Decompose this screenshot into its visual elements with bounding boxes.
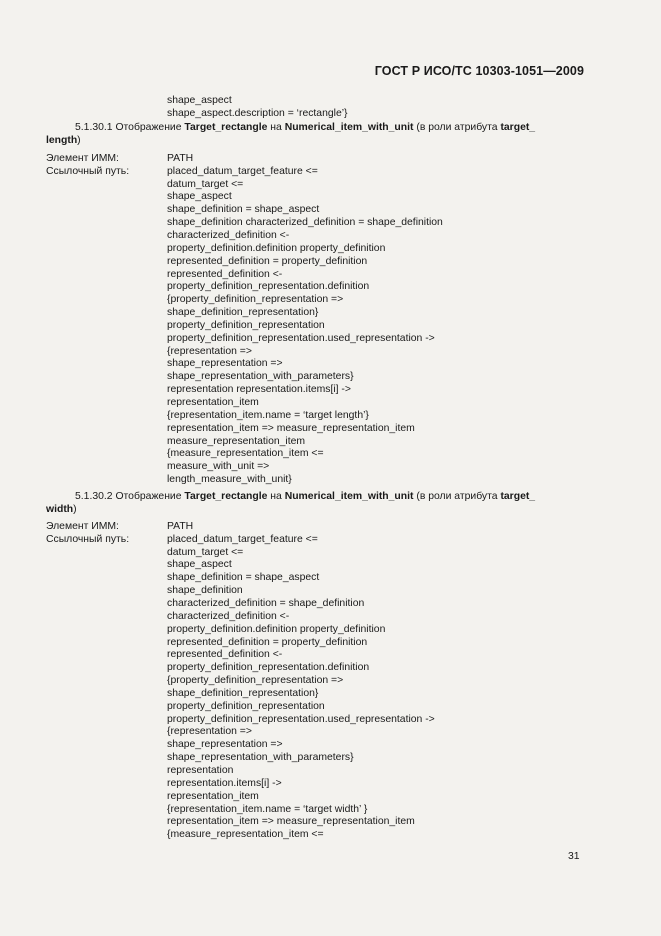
- target-entity-name: Numerical_item_with_unit: [284, 491, 414, 502]
- path-line: representation.items[i] ->: [167, 777, 282, 789]
- path-line: placed_datum_target_feature <=: [167, 165, 318, 177]
- path-line: characterized_definition <-: [167, 610, 290, 622]
- path-line: property_definition_representation.used_representation ->: [167, 713, 435, 725]
- heading-post-text: (в роли атрибута: [416, 122, 498, 133]
- section-number: 5.1.30.1: [75, 122, 113, 133]
- path-line: property_definition_representation.definition: [167, 662, 370, 674]
- attribute-name-part1: target_: [500, 491, 536, 502]
- reference-path-label: Ссылочный путь:: [46, 533, 130, 545]
- reference-path-label: Ссылочный путь:: [46, 165, 130, 177]
- aim-element-value: PATH: [167, 153, 194, 164]
- page-number: 31: [568, 851, 580, 862]
- path-line: {property_definition_representation =>: [167, 675, 344, 687]
- path-line: {representation =>: [167, 345, 252, 357]
- path-line: representation_item: [167, 790, 259, 802]
- path-line: {measure_representation_item <=: [167, 448, 324, 460]
- section-heading-2: [46, 490, 586, 516]
- path-line: representation_item: [167, 396, 259, 408]
- path-line: characterized_definition <-: [167, 230, 290, 242]
- path-line: shape_definition_representation}: [167, 687, 319, 699]
- heading-tail: ): [77, 135, 81, 146]
- path-line: shape_representation_with_parameters}: [167, 752, 354, 764]
- heading-mid-text: на: [270, 491, 282, 502]
- heading-pre-text: Отображение: [115, 122, 182, 133]
- aim-element-label: Элемент ИММ:: [46, 521, 119, 532]
- path-line: length_measure_with_unit}: [167, 474, 292, 486]
- path-line: shape_representation_with_parameters}: [167, 371, 354, 383]
- entity-name: Target_rectangle: [184, 122, 268, 133]
- document-header: ГОСТ Р ИСО/ТС 10303-1051—2009: [374, 64, 584, 78]
- path-line: {measure_representation_item <=: [167, 829, 324, 841]
- heading-mid-text: на: [270, 122, 282, 133]
- path-line: shape_aspect: [167, 95, 232, 106]
- attribute-name-part1: target_: [500, 122, 536, 133]
- path-line: datum_target <=: [167, 546, 244, 558]
- aim-element-value: PATH: [167, 521, 194, 532]
- path-line: property_definition.definition property_definition: [167, 242, 386, 254]
- section-number: 5.1.30.2: [75, 491, 113, 502]
- heading-post-text: (в роли атрибута: [416, 491, 498, 502]
- continued-path-lines: [167, 95, 348, 121]
- path-line: {representation_item.name = ‘target width’ }: [167, 803, 368, 815]
- path-line: represented_definition <-: [167, 649, 283, 661]
- path-line: representation_item => measure_representation_item: [167, 816, 415, 828]
- path-line: shape_aspect.description = ‘rectangle’}: [167, 107, 348, 119]
- path-line: property_definition.definition property_definition: [167, 623, 386, 635]
- path-line: property_definition_representation.used_representation ->: [167, 332, 435, 344]
- path-line: placed_datum_target_feature <=: [167, 533, 318, 545]
- section-heading-1: [46, 121, 586, 147]
- path-line: property_definition_representation: [167, 319, 325, 331]
- path-line: shape_definition_representation}: [167, 307, 319, 319]
- path-line: representation: [167, 764, 234, 776]
- path-line: property_definition_representation: [167, 700, 325, 712]
- attribute-name-part2: length: [46, 135, 78, 146]
- path-line: represented_definition = property_definition: [167, 255, 368, 267]
- path-line: shape_representation =>: [167, 739, 283, 751]
- path-line: representation representation.items[i] ->: [167, 384, 351, 396]
- reference-path-lines: [167, 166, 443, 487]
- path-line: shape_aspect: [167, 191, 232, 203]
- path-line: represented_definition <-: [167, 268, 283, 280]
- path-line: shape_definition = shape_aspect: [167, 204, 320, 216]
- path-line: measure_representation_item: [167, 435, 306, 447]
- path-line: shape_representation =>: [167, 358, 283, 370]
- reference-path-lines: [167, 534, 435, 842]
- path-line: {property_definition_representation =>: [167, 294, 344, 306]
- target-entity-name: Numerical_item_with_unit: [284, 122, 414, 133]
- attribute-name-part2: width: [46, 504, 74, 515]
- path-line: shape_aspect: [167, 559, 232, 571]
- path-line: shape_definition = shape_aspect: [167, 572, 320, 584]
- path-line: characterized_definition = shape_definition: [167, 598, 365, 610]
- entity-name: Target_rectangle: [184, 491, 268, 502]
- heading-tail: ): [73, 504, 77, 515]
- path-line: measure_with_unit =>: [167, 461, 270, 473]
- path-line: representation_item => measure_representation_item: [167, 422, 415, 434]
- path-line: represented_definition = property_definition: [167, 636, 368, 648]
- path-line: shape_definition characterized_definition = shape_definition: [167, 217, 443, 229]
- path-line: shape_definition: [167, 585, 243, 597]
- path-line: {representation =>: [167, 726, 252, 738]
- path-line: {representation_item.name = ‘target length’}: [167, 409, 369, 421]
- heading-pre-text: Отображение: [115, 491, 182, 502]
- path-line: property_definition_representation.definition: [167, 281, 370, 293]
- aim-element-label: Элемент ИММ:: [46, 153, 119, 164]
- path-line: datum_target <=: [167, 178, 244, 190]
